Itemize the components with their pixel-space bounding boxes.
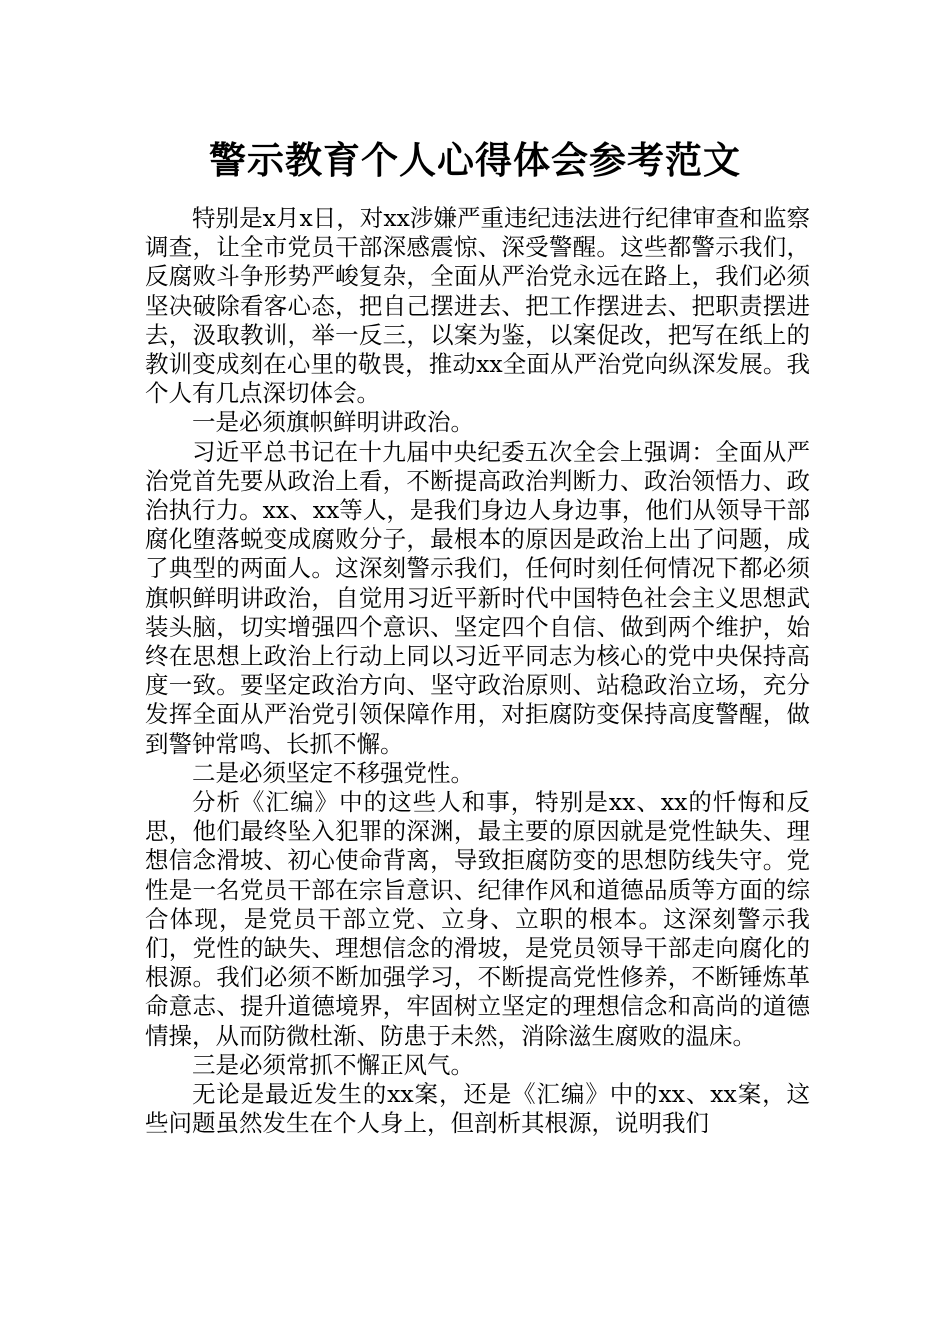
heading-point-two: 二是必须坚定不移强党性。 xyxy=(192,758,474,787)
paragraph-point-three: 无论是最近发生的xx案，还是《汇编》中的xx、xx案，这些问题虽然发生在个人身上，但剖析其根源，说明我们 xyxy=(145,1080,810,1138)
paragraph-point-two: 分析《汇编》中的这些人和事，特别是xx、xx的忏悔和反思，他们最终坠入犯罪的深渊，最主要的原因就是党性缺失、理想信念滑坡、初心使命背离，导致拒腐防变的思想防线失守。党性是一名党员干部在宗旨意识、纪律作风和道德品质等方面的综合体现，是党员干部立党、立身、立职的根本。这深刻警示我们，党性的缺失、理想信念的滑坡，是党员领导干部走向腐化的根源。我们必须不断加强学习，不断提高党性修养，不断锤炼革命意志、提升道德境界，牢固树立坚定的理想信念和高尚的道德情操，从而防微杜渐、防患于未然，消除滋生腐败的温床。 xyxy=(145,788,810,1050)
paragraph-point-one: 习近平总书记在十九届中央纪委五次全会上强调：全面从严治党首先要从政治上看，不断提高政治判断力、政治领悟力、政治执行力。xx、xx等人，是我们身边人身边事，他们从领导干部腐化堕落蜕变成腐败分子，最根本的原因是政治上出了问题，成了典型的两面人。这深刻警示我们，任何时刻任何情况下都必须旗帜鲜明讲政治，自觉用习近平新时代中国特色社会主义思想武装头脑，切实增强四个意识、坚定四个自信、做到两个维护，始终在思想上政治上行动上同以习近平同志为核心的党中央保持高度一致。要坚定政治方向、坚守政治原则、站稳政治立场，充分发挥全面从严治党引领保障作用，对拒腐防变保持高度警醒，做到警钟常鸣、长抓不懈。 xyxy=(145,437,810,758)
paragraph-intro: 特别是x月x日，对xx涉嫌严重违纪违法进行纪律审查和监察调查，让全市党员干部深感震惊、深受警醒。这些都警示我们，反腐败斗争形势严峻复杂，全面从严治党永远在路上，我们必须坚决破除看客心态，把自己摆进去、把工作摆进去、把职责摆进去，汲取教训，举一反三，以案为鉴，以案促改，把写在纸上的教训变成刻在心里的敬畏，推动xx全面从严治党向纵深发展。我个人有几点深切体会。 xyxy=(145,204,810,408)
heading-point-one: 一是必须旗帜鲜明讲政治。 xyxy=(192,408,474,437)
heading-point-three: 三是必须常抓不懈正风气。 xyxy=(192,1050,474,1079)
document-title: 警示教育个人心得体会参考范文 xyxy=(209,138,741,182)
document-body xyxy=(145,204,810,1139)
